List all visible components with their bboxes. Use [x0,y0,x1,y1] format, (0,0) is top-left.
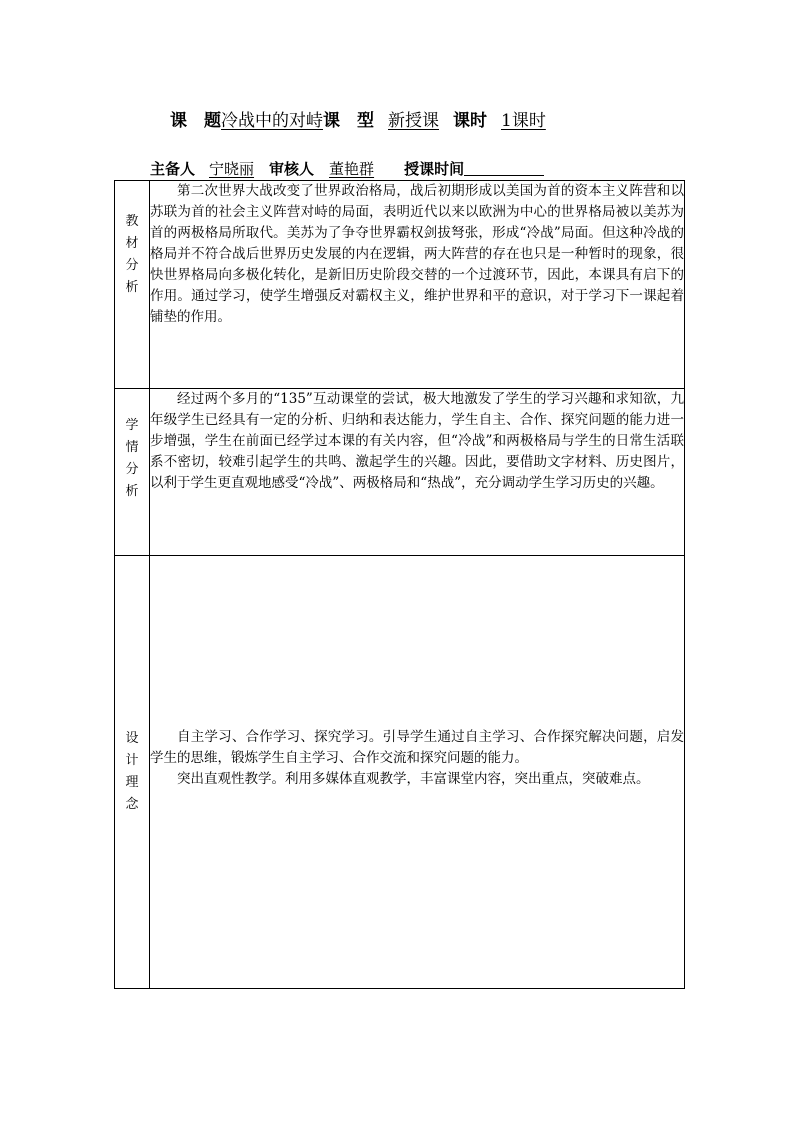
section-paragraph: 经过两个多月的“135”互动课堂的尝试，极大地激发了学生的学习兴趣和求知欲，九年级学生已经具有一定的分析、归纳和表达能力，学生自主、合作、探究问题的能力进一步增强，学生在前面已经学过本课的有关内容，但“冷战”和两极格局与学生的日常生活联系不密切，较难引起学生的共鸣、激起学生的兴趣。因此，要借助文字材料、历史图片，以利于学生更直观地感受“冷战”、两极格局和“热战”，充分调动学生学习历史的兴趣。 [150,391,684,491]
section-row-students [115,389,685,556]
preparer-value: 宁晓丽 [209,160,255,178]
type-label: 课 型 [323,111,374,131]
section-content-textbook [150,181,685,389]
section-content-design [150,556,685,989]
topic-label: 课 题 [170,111,221,131]
section-row-design [115,556,685,989]
topic-value: 冷战中的对峙 [221,111,323,131]
lesson-title-line [170,106,546,131]
reviewer-label: 审核人 [269,160,315,178]
section-paragraph: 自主学习、合作学习、探究学习。引导学生通过自主学习、合作探究解决问题，启发学生的思维，锻炼学生自主学习、合作交流和探究问题的能力。 [150,728,684,766]
lesson-plan-table [114,180,685,989]
meta-line [150,158,544,179]
section-label-students: 学情分析 [115,389,150,556]
section-row-textbook [115,181,685,389]
section-label-textbook: 教材分析 [115,181,150,389]
section-paragraph: 第二次世界大战改变了世界政治格局，战后初期形成以美国为首的资本主义阵营和以苏联为首的社会主义阵营对峙的局面，表明近代以来以欧洲为中心的世界格局被以美苏为首的两极格局所取代。美苏为了争夺世界霸权剑拔弩张，形成“冷战”局面。但这种冷战的格局并不符合战后世界历史发展的内在逻辑，两大阵营的存在也只是一种暂时的现象，很快世界格局向多极化转化，是新旧历史阶段交替的一个过渡环节，因此，本课具有启下的作用。通过学习，使学生增强反对霸权主义，维护世界和平的意识，对于学习下一课起着铺垫的作用。 [150,183,684,325]
section-label-design: 设计理念 [115,556,150,989]
reviewer-value: 董艳群 [329,160,375,178]
section-paragraph: 突出直观性教学。利用多媒体直观教学，丰富课堂内容，突出重点，突破难点。 [177,770,650,787]
preparer-label: 主备人 [150,160,196,178]
time-value [464,161,544,176]
section-content-students [150,389,685,556]
type-value: 新授课 [388,111,439,131]
hours-value: 1课时 [501,111,546,131]
hours-label: 课时 [453,111,487,131]
time-label: 授课时间 [404,160,465,178]
